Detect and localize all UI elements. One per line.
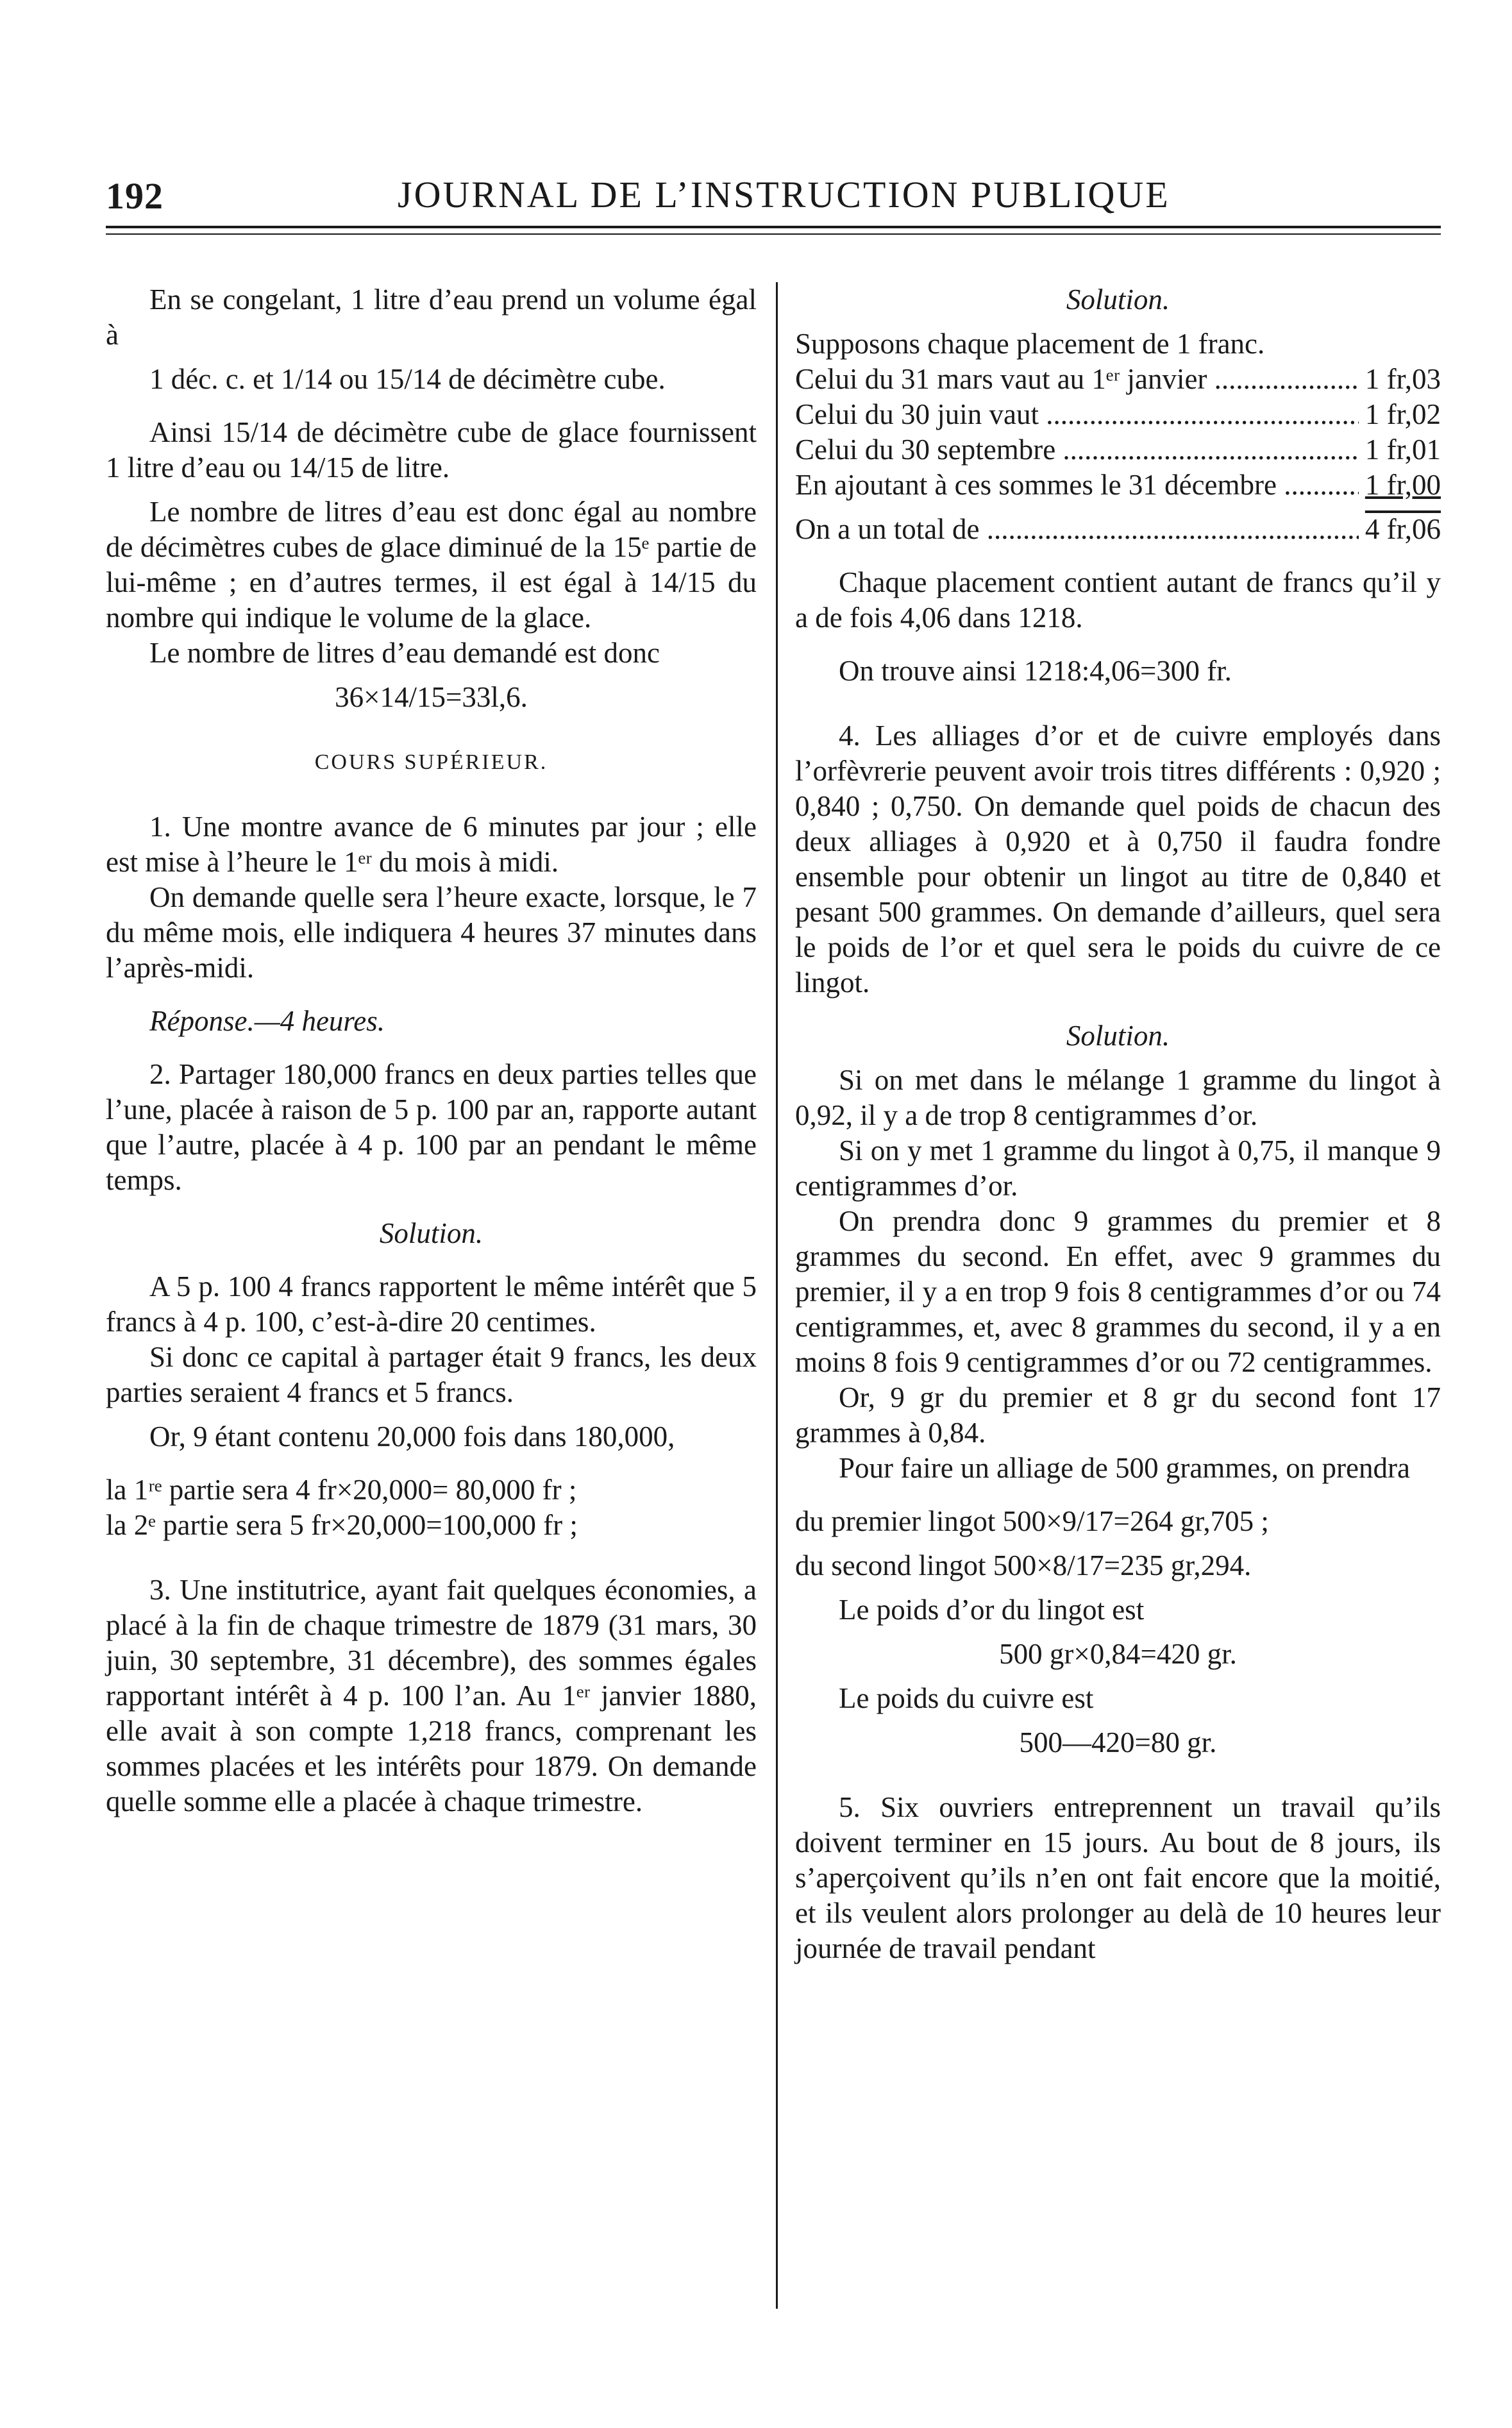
paragraph: Or, 9 étant contenu 20,000 fois dans 180,000, xyxy=(149,1421,675,1453)
formula: 500—420=80 gr. xyxy=(1019,1726,1217,1758)
paragraph: On demande quelle sera l’heure exacte, lorsque, le 7 du même mois, elle indiquera 4 heures 37 minutes dans l’après-midi. xyxy=(106,881,757,984)
ledger-label: Celui du 31 mars vaut au 1ᵉʳ janvier ..... xyxy=(795,362,1359,397)
calc-line: du premier lingot 500×9/17=264 gr,705 ; xyxy=(795,1505,1269,1537)
page-number: 192 xyxy=(106,175,164,217)
problem-2: 2. Partager 180,000 francs en deux parties telles que l’une, placée à raison de 5 p. 100 par an, rapporte autant que l’autre, placée à 4 p. 100 par an pendant le même temps. xyxy=(106,1058,757,1196)
running-title: JOURNAL DE L’INSTRUCTION PUBLIQUE xyxy=(398,174,1170,215)
ledger-row xyxy=(795,432,1441,468)
ledger-amount: 1 fr,00 xyxy=(1365,469,1441,501)
paragraph: On prendra donc 9 grammes du premier et 8 grammes du second. En effet, avec 9 grammes du premier, il y a en trop 9 fois 8 centigrammes d’or ou 74 centigrammes, et, avec 8 grammes du second, il y a en moins 8 fois 9 centigrammes d’or ou 72 centigrammes. xyxy=(795,1205,1441,1378)
ledger-label: On a un total de ..... xyxy=(795,512,1359,547)
right-column xyxy=(795,282,1441,1966)
paragraph: En se congelant, 1 litre d’eau prend un volume égal à xyxy=(106,283,757,351)
calc-line: la 1ʳᵉ partie sera 4 fr×20,000= 80,000 fr ; xyxy=(106,1474,577,1506)
ledger-amount: 4 fr,06 xyxy=(1365,513,1441,545)
paragraph: Or, 9 gr du premier et 8 gr du second font 17 grammes à 0,84. xyxy=(795,1381,1441,1449)
paragraph: Le poids d’or du lingot est xyxy=(839,1594,1145,1626)
ledger-label: Celui du 30 septembre ..... xyxy=(795,432,1359,468)
solution-heading: Solution. xyxy=(1066,283,1170,316)
paragraph: Si on y met 1 gramme du lingot à 0,75, il manque 9 centigrammes d’or. xyxy=(795,1134,1441,1202)
ledger-row xyxy=(795,468,1441,503)
problem-1: 1. Une montre avance de 6 minutes par jour ; elle est mise à l’heure le 1ᵉʳ du mois à midi. xyxy=(106,811,757,878)
paragraph: Si on met dans le mélange 1 gramme du lingot à 0,92, il y a de trop 8 centigrammes d’or. xyxy=(795,1064,1441,1131)
column-divider xyxy=(776,282,778,2309)
paragraph: 1 déc. c. et 1/14 ou 15/14 de décimètre cube. xyxy=(149,363,666,395)
paragraph: Le nombre de litres d’eau est donc égal au nombre de décimètres cubes de glace diminué de la 15ᵉ partie de lui-même ; en d’autres termes, il est égal à 14/15 du nombre qui indique le volume de la glace. xyxy=(106,496,757,634)
problem-5: 5. Six ouvriers entreprennent un travail qu’ils doivent terminer en 15 jours. Au bout de 8 jours, ils s’aperçoivent qu’ils n’en ont fait encore que la moitié, et ils veulent alors prolonger au delà de 10 heures leur journée de travail pendant xyxy=(795,1791,1441,1964)
left-column xyxy=(106,282,757,1819)
formula: 500 gr×0,84=420 gr. xyxy=(999,1638,1237,1670)
answer: Réponse.—4 heures. xyxy=(149,1005,385,1037)
ledger-label: Celui du 30 juin vaut ..... xyxy=(795,397,1359,432)
paragraph: Pour faire un alliage de 500 grammes, on prendra xyxy=(839,1452,1410,1484)
section-title: COURS SUPÉRIEUR. xyxy=(314,750,548,774)
problem-4: 4. Les alliages d’or et de cuivre employés dans l’orfèvrerie peuvent avoir trois titres différents : 0,920 ; 0,840 ; 0,750. On demande quel poids de chacun des deux alliages à 0,920 et à 0,750 il faudra fondre ensemble pour obtenir un lingot au titre de 0,840 et pesant 500 grammes. On demande d’ailleurs, quel sera le poids de l’or et quel sera le poids du cuivre de ce lingot. xyxy=(795,720,1441,999)
header-rule-thick xyxy=(106,226,1441,228)
calc-line: du second lingot 500×8/17=235 gr,294. xyxy=(795,1549,1252,1581)
paragraph: Supposons chaque placement de 1 franc. xyxy=(795,328,1265,360)
paragraph: Si donc ce capital à partager était 9 francs, les deux parties seraient 4 francs et 5 francs. xyxy=(106,1341,757,1408)
paragraph: Le nombre de litres d’eau demandé est donc xyxy=(149,637,660,669)
calc-line: la 2ᵉ partie sera 5 fr×20,000=100,000 fr ; xyxy=(106,1509,578,1541)
paragraph: On trouve ainsi 1218:4,06=300 fr. xyxy=(839,655,1232,687)
solution-heading: Solution. xyxy=(379,1217,483,1249)
ledger-row xyxy=(795,397,1441,432)
ledger-row xyxy=(795,512,1441,547)
header-rule-thin xyxy=(106,233,1441,235)
ledger-amount: 1 fr,02 xyxy=(1365,398,1441,430)
formula: 36×14/15=33l,6. xyxy=(335,681,528,713)
problem-3: 3. Une institutrice, ayant fait quelques économies, a placé à la fin de chaque trimestre de 1879 (31 mars, 30 juin, 30 septembre, 31 décembre), des sommes égales rapportant intérêt à 4 p. 100 l’an. Au 1ᵉʳ janvier 1880, elle avait à son compte 1,218 francs, comprenant les sommes placées et les intérêts pour 1879. On demande quelle somme elle a placée à chaque trimestre. xyxy=(106,1574,757,1817)
paragraph: A 5 p. 100 4 francs rapportent le même intérêt que 5 francs à 4 p. 100, c’est-à-dire 20 centimes. xyxy=(106,1270,757,1338)
ledger-row xyxy=(795,362,1441,397)
ledger-amount: 1 fr,01 xyxy=(1365,434,1441,466)
paragraph: Le poids du cuivre est xyxy=(839,1682,1094,1714)
ledger-amount: 1 fr,03 xyxy=(1365,363,1441,395)
solution-heading: Solution. xyxy=(1066,1020,1170,1052)
ledger-label: En ajoutant à ces sommes le 31 décembre ..... xyxy=(795,468,1359,503)
paragraph: Chaque placement contient autant de francs qu’il y a de fois 4,06 dans 1218. xyxy=(795,566,1441,634)
paragraph: Ainsi 15/14 de décimètre cube de glace fournissent 1 litre d’eau ou 14/15 de litre. xyxy=(106,416,757,484)
